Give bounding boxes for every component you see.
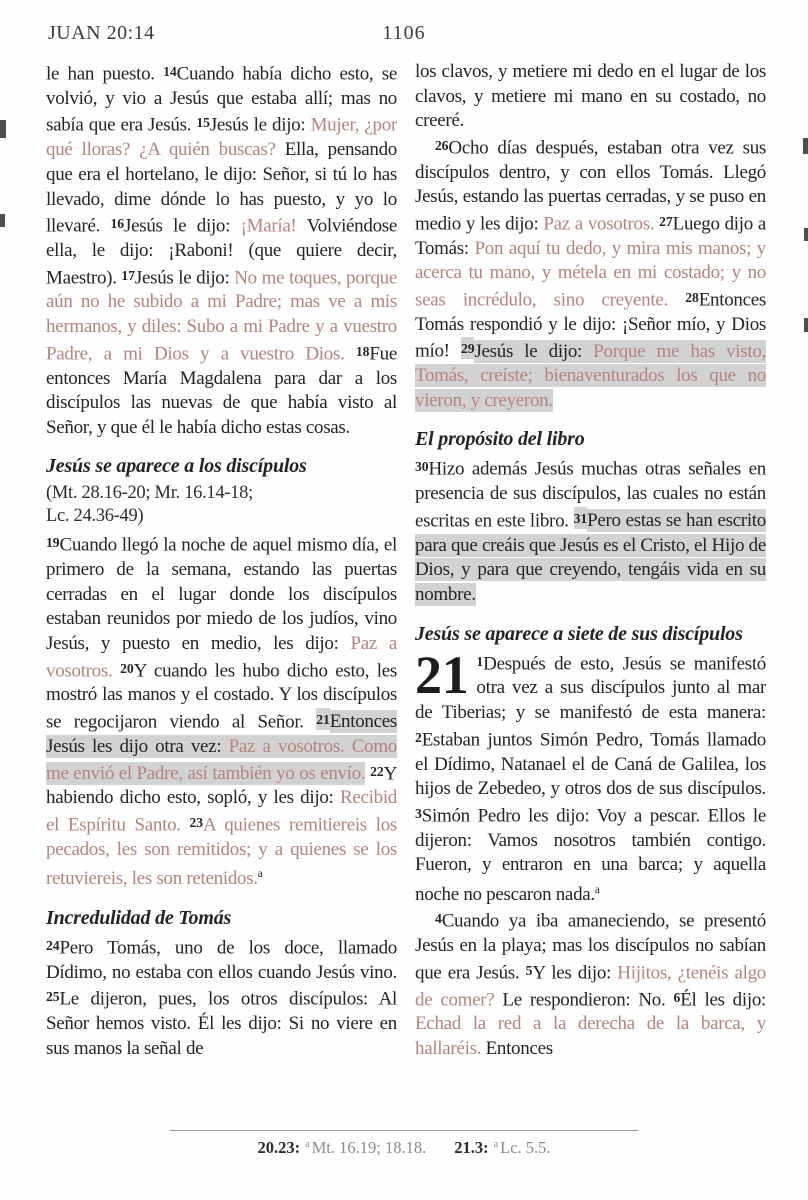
verse-number: 31 [574, 507, 587, 529]
verse-text: Ella, pensando que era el hortelano, le dijo: Señor, si tú lo has llevado, dime dónde lo has puesto, y yo lo llevaré. [46, 139, 397, 237]
footnote [454, 1138, 550, 1157]
footnote-text: Mt. 16.19; 18.18. [311, 1138, 427, 1157]
verse-number: 19 [46, 535, 60, 551]
verse-text: Cuando llegó la noche de aquel mismo día, el primero de la semana, estando las puertas cerradas en el lugar donde los discípulos estaban reunidos por miedo de los judíos, vino Jesús, y puesto en medio, les dijo: [46, 534, 397, 654]
footnote-text: Lc. 5.5. [500, 1138, 551, 1157]
verse-text: Entonces Jesús les dijo otra vez: [46, 711, 397, 757]
verse-number: 16 [110, 216, 125, 232]
verse-text: Jesús le dijo: [209, 114, 311, 136]
verse-text: Él les dijo: [680, 988, 766, 1010]
verse-number: 29 [461, 337, 474, 359]
red-letter-text: Mujer, ¿por qué lloras? ¿A quién buscas? [46, 114, 397, 161]
book-chapter-reference: JUAN 20:14 [48, 22, 155, 44]
section-heading: Incredulidad de Tomás [46, 906, 232, 929]
red-letter-text: Porque me has visto, Tomás, creíste; bienaventurados los que no vieron, y creyeron. [415, 340, 766, 411]
footnote [257, 1138, 426, 1157]
verse-number: 15 [196, 115, 210, 131]
verse-text: Le dijeron, pues, los otros discípulos: Al Señor hemos visto. Él les dijo: Si no viere en sus manos la señal de [46, 988, 397, 1059]
verse-number: 21 [316, 708, 329, 730]
verse-number: 24 [46, 937, 60, 953]
page-edge-artifact [0, 120, 6, 138]
verse-text: Pero Tomás, uno de los doce, llamado Dídimo, no estaba con ellos cuando Jesús vino. [46, 937, 397, 983]
verse-number: 30 [415, 459, 429, 475]
verse-number: 27 [659, 213, 673, 229]
red-letter-text: Echad la red a la derecha de la barca, y hallaréis. [415, 1013, 766, 1059]
verse-text: Volviéndose ella, le dijo: ¡Raboni! (que quiere decir, Maestro). [46, 215, 397, 288]
footnote-divider [170, 1130, 638, 1131]
verse-text: Luego dijo a Tomás: [415, 213, 766, 259]
verse-number: 23 [189, 814, 204, 830]
red-letter-text: Pon aquí tu dedo, y mira mis manos; y acerca tu mano, y métela en mi costado; y no seas incrédulo, sino creyente. [415, 237, 766, 311]
footnote-marker: a [493, 1139, 499, 1151]
verse-number: 17 [121, 267, 135, 283]
footnote-marker: a [594, 883, 600, 896]
red-letter-text: Paz a vosotros. Como me envió el Padre, así también yo os envío. [46, 735, 397, 784]
verse-text: Simón Pedro les dijo: Voy a pescar. Ellos le dijeron: Vamos nosotros también contigo. Fueron, y entraron en una barca; y aquella noche no pescaron nada. [415, 804, 766, 905]
red-letter-text: No me toques, porque aún no he subido a mi Padre; mas ve a mis hermanos, y diles: Subo a mi Padre y a vuestro Padre, a mi Dios y a vuestro Dios. [46, 266, 397, 364]
section-heading: Jesús se aparece a siete de sus discípulos [415, 622, 743, 645]
verse-text: Entonces Tomás respondió y le dijo: ¡Señor mío, y Dios mío! [415, 289, 766, 362]
page-edge-artifact [803, 138, 808, 154]
verse-text: Y cuando les hubo dicho esto, les mostró las manos y el costado. Y los discípulos se regocijaron viendo al Señor. [46, 659, 397, 733]
chapter-number: 21 [415, 644, 469, 705]
verse-text: los clavos, y metiere mi dedo en el lugar de los clavos, y metiere mi mano en su costado, no creeré. [415, 61, 766, 132]
verse-number: 14 [163, 64, 177, 79]
footnote-marker: a [257, 868, 263, 881]
page-edge-artifact [804, 318, 808, 332]
footnote-reference: 21.3: [454, 1138, 489, 1157]
verse-text: Entonces [485, 1037, 553, 1059]
verse-text: Cuando ya iba amaneciendo, se presentó Jesús en la playa; mas los discípulos no sabían que era Jesús. [415, 910, 766, 983]
page-footer [0, 1130, 808, 1158]
verse-number: 26 [434, 137, 449, 153]
page-edge-artifact [804, 228, 808, 241]
verse-number: 1 [476, 653, 484, 669]
verse-number: 5 [525, 962, 533, 978]
verse-paragraph [415, 134, 766, 414]
verse-number: 25 [46, 989, 60, 1005]
footnote-marker: a [305, 1139, 310, 1151]
verse-paragraph [415, 455, 766, 607]
page-header [0, 22, 808, 50]
verse-number: 20 [120, 660, 134, 676]
verse-text: Ocho días después, estaban otra vez sus discípulos dentro, y con ellos Tomás. Llegó Jesús, estando las puertas cerradas, y se puso en medio y les dijo: [415, 137, 766, 235]
chapter-paragraph [415, 644, 766, 908]
page-edge-artifact [0, 214, 5, 227]
section-heading: El propósito del libro [415, 428, 585, 451]
verse-text: Y habiendo dicho esto, sopló, y les dijo: [46, 762, 397, 809]
page-number: 1106 [382, 22, 426, 44]
verse-text: Fue entonces María Magdalena para dar a los discípulos las nuevas de que había visto al Señor, y que él le había dicho estas cosas. [46, 342, 397, 438]
footnotes [0, 1138, 808, 1158]
text-columns [46, 60, 766, 1126]
red-letter-text: Paz a vosotros. [46, 632, 397, 681]
verse-number: 3 [415, 805, 422, 821]
red-letter-text: A quienes remitiereis los pecados, les son remitidos; y a quienes se los retuviereis, les son retenidos. [46, 814, 397, 890]
verse-text: Hizo además Jesús muchas otras señales en presencia de sus discípulos, las cuales no están escritas en este libro. [415, 458, 766, 532]
verse-number: 4 [434, 911, 442, 927]
verse-text: Le respondieron: No. [502, 988, 674, 1010]
parallel-passage-refs: (Mt. 28.16-20; Mr. 16.14-18; Lc. 24.36-49) [46, 483, 253, 527]
verse-number: 22 [370, 763, 384, 779]
verse-text: Pero estas se han escrito para que creáis que Jesús es el Cristo, el Hijo de Dios, y para que creyendo, tengáis vida en su nombre. [415, 510, 766, 605]
verse-paragraph [46, 60, 397, 440]
red-letter-text: Recibid el Espíritu Santo. [46, 787, 397, 836]
verse-number: 2 [415, 729, 422, 745]
verse-text: le han puesto. [46, 63, 164, 85]
footnote-reference: 20.23: [257, 1138, 301, 1157]
verse-text: Estaban juntos Simón Pedro, Tomás llamado el Dídimo, Natanael el de Caná de Galilea, los hijos de Zebedeo, y otros dos de sus discípulos. [415, 728, 766, 800]
red-letter-text: Paz a vosotros. [543, 213, 660, 235]
right-column [415, 60, 766, 1126]
verse-paragraph [415, 907, 766, 1061]
verse-paragraph [46, 531, 397, 892]
red-letter-text: Hijitos, ¿tenéis algo de comer? [415, 961, 766, 1010]
verse-paragraph [415, 60, 766, 134]
verse-number: 6 [673, 989, 681, 1005]
section-heading: Jesús se aparece a los discípulos [46, 455, 307, 478]
verse-text: Jesús le dijo: [134, 266, 235, 288]
verse-number: 18 [355, 343, 370, 359]
verse-text: Jesús le dijo: [474, 340, 594, 362]
verse-text: Jesús le dijo: [124, 215, 241, 237]
red-letter-text: ¡María! [240, 215, 307, 237]
verse-paragraph [46, 934, 397, 1062]
left-column [46, 60, 397, 1126]
verse-text: Y les dijo: [532, 961, 618, 983]
verse-number: 28 [685, 289, 699, 305]
verse-text: Cuando había dicho esto, se volvió, y vio a Jesús que estaba allí; mas no sabía que era Jesús. [46, 63, 397, 136]
verse-text: Después de esto, Jesús se manifestó otra vez a sus discípulos junto al mar de Tiberias; y se manifestó de esta manera: [415, 652, 766, 724]
